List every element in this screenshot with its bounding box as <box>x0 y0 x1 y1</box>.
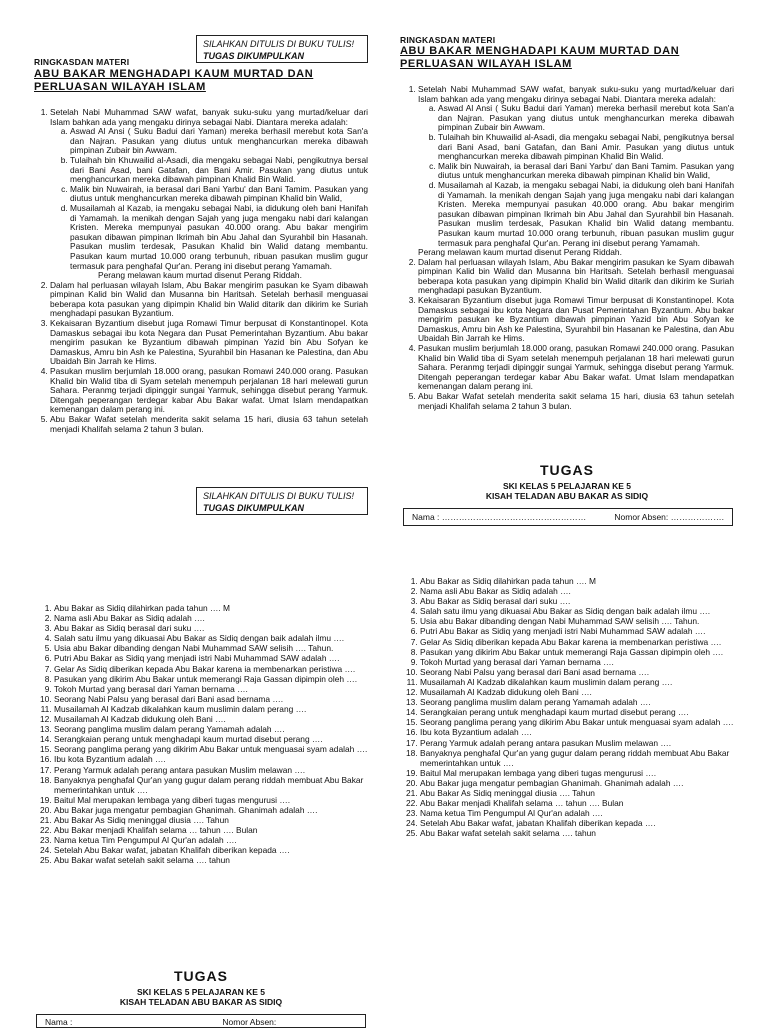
question-item: 10. Seorang Nabi Palsu yang berasal dari Bani asad bernama …. <box>54 694 370 704</box>
question-item: 23. Nama ketua Tim Pengumpul Al Qur'an adalah …. <box>420 808 736 818</box>
question-item: 25. Abu Bakar wafat setelah sakit selama …. tahun <box>420 828 736 838</box>
question-item: 16. Ibu kota Byzantium adalah …. <box>54 754 370 764</box>
question-item: 10. Seorang Nabi Palsu yang berasal dari Bani asad bernama …. <box>420 667 736 677</box>
question-item: 8. Pasukan yang dikirim Abu Bakar untuk memerangi Raja Gassan dipimpin oleh …. <box>54 674 370 684</box>
question-item: 3. Abu Bakar as Sidiq berasal dari suku …. <box>54 623 370 633</box>
name-field[interactable]: Nama : <box>45 1017 73 1027</box>
question-item: 16. Ibu kota Byzantium adalah …. <box>420 727 736 737</box>
material-item: 2. Dalam hal perluasan wilayah Islam, Abu Bakar mengirim pasukan ke Syam dibawah pimpinan Kalid bin Walid dan Musanna bin Haritsah. Setelah berhasil menguasai beberapa kota pasukan yang dipimpin Khalid bin Walid ditarik dan dikirim ke Suriah menghadapi pasukan Byzantium. <box>418 258 734 296</box>
absen-field[interactable]: Nomor Absen: ………………. <box>614 512 724 522</box>
material-p1-note: Perang melawan kaum murtad disenut Perang Riddah. <box>418 247 622 258</box>
material-title-line2: PERLUASAN WILAYAH ISLAM <box>400 58 572 70</box>
question-item: 24. Setelah Abu Bakar wafat, jabatan Khalifah diberikan kepada …. <box>54 845 370 855</box>
question-item: 18. Banyaknya penghafal Qur'an yang gugur dalam perang riddah membuat Abu Bakar memerintahkan untuk …. <box>54 775 370 795</box>
tugas-heading: TUGAS <box>174 968 228 984</box>
material-title-line1: ABU BAKAR MENGHADAPI KAUM MURTAD DAN <box>34 68 314 80</box>
name-absen-box <box>403 508 733 526</box>
material-item: 4. Pasukan muslim berjumlah 18.000 orang, pasukan Romawi 240.000 orang. Pasukan Khalid bin Walid tiba di Syam setelah menempuh perjalanan 18 hari melewati gurun Sahara. Peranmg terjadi dipinggir sungai Yarmuk, sehingga disebut perang Yarmuk. Ditengah peperangan terdegar kabar Abu Bakar wafat. Umat Islam mendapatkan kemenangan dalam perang ini. <box>418 344 734 392</box>
material-subitem: a. Aswad Al Ansi ( Suku Badui dari Yaman) mereka berhasil merebut kota San'a dan Najran. Pasukan yang diutus untuk menghancurkan mereka dibawah pimpinan Zubair bin Awwam. <box>70 127 368 156</box>
material-title-line2: PERLUASAN WILAYAH ISLAM <box>34 81 206 93</box>
question-item: 7. Gelar As Sidiq diberikan kepada Abu Bakar karena ia membenarkan peristiwa …. <box>54 664 370 674</box>
question-item: 9. Tokoh Murtad yang berasal dari Yaman bernama …. <box>54 684 370 694</box>
material-item: 2. Dalam hal perluasan wilayah Islam, Abu Bakar mengirim pasukan ke Syam dibawah pimpinan Kalid bin Walid dan Musanna bin Haritsah. Setelah berhasil menguasai beberapa kota pasukan yang dipimpin Khalid bin Walid ditarik dan dikirim ke Suriah menghadapi pasukan Byzantium. <box>50 281 368 319</box>
material-subitem: a. Aswad Al Ansi ( Suku Badui dari Yaman) mereka berhasil merebut kota San'a dan Najran. Pasukan yang diutus untuk menghancurkan mereka dibawah pimpinan Zubair bin Awwam. <box>438 104 734 133</box>
material-item: 5. Abu Bakar Wafat setelah menderita sakit selama 15 hari, diusia 63 tahun setelah menjadi Khalifah selama 2 tahun 3 bulan. <box>418 392 734 411</box>
question-item: 22. Abu Bakar menjadi Khalifah selama … tahun …. Bulan <box>420 798 736 808</box>
material-p1-intro: Setelah Nabi Muhammad SAW wafat, banyak suku-suku yang murtad/keluar dari Islam bahkan ada yang mengaku dirinya sebagai Nabi. Diantara mereka adalah: <box>50 107 368 127</box>
material-item: 4. Pasukan muslim berjumlah 18.000 orang, pasukan Romawi 240.000 orang. Pasukan Khalid bin Walid tiba di Syam setelah menempuh perjalanan 18 hari melewati gurun Sahara. Peranmg terjadi dipinggir sungai Yarmuk, sehingga disebut perang Yarmuk. Ditengah peperangan terdegar kabar Abu Bakar wafat. Umat Islam mendapatkan kemenangan dalam perang ini. <box>50 367 368 415</box>
instruction-box <box>196 35 368 63</box>
tugas-sub2: KISAH TELADAN ABU BAKAR AS SIDIQ <box>485 491 649 501</box>
material-item: 5. Abu Bakar Wafat setelah menderita sakit selama 15 hari, diusia 63 tahun setelah menjadi Khalifah selama 2 tahun 3 bulan. <box>50 415 368 434</box>
question-item: 14. Serangkaian perang untuk menghadapi kaum murtad disebut perang …. <box>420 707 736 717</box>
question-item: 6. Putri Abu Bakar as Sidiq yang menjadi istri Nabi Muhammad SAW adalah …. <box>54 653 370 663</box>
tugas-heading: TUGAS <box>540 462 594 478</box>
questions-list <box>34 603 370 865</box>
instruction-box <box>196 487 368 515</box>
questions-list <box>400 576 736 838</box>
material-subitem: d. Musailamah al Kazab, ia mengaku sebagai Nabi, ia didukung oleh bani Hanifah di Yamamah. Ia menikah dengan Sajah yang juga mengaku nabi dari kalangan Kristen. Mereka mempunyai pasukan 40.000 orang. Abu bakar mengirim pasukan dibawan pimpinan Ikrimah bin Abu Jahal dan Syurahbil bin Hasanah. Pasukan muslim terdesak, Pasukan Khalid bin Walid datang membantu. Pasukan kaum murtad 10.000 orang terbunuh, ribuan pasukan muslim gugur termasuk para penghafal Qur'an. Perang ini disebut perang Yamamah. <box>438 181 734 248</box>
material-subitem: c. Malik bin Nuwairah, ia berasal dari Bani Yarbu' dan Bani Tamim. Pasukan yang diutus untuk menghancurkan mereka dibawah pimpinan Khalid bin Walid, <box>438 162 734 181</box>
question-item: 13. Seorang panglima muslim dalam perang Yamamah adalah …. <box>420 697 736 707</box>
question-item: 6. Putri Abu Bakar as Sidiq yang menjadi istri Nabi Muhammad SAW adalah …. <box>420 626 736 636</box>
instruction-line2: TUGAS DIKUMPULKAN <box>203 503 304 513</box>
question-item: 1. Abu Bakar as Sidiq dilahirkan pada tahun …. M <box>54 603 370 613</box>
material-item: 3. Kekaisaran Byzantium disebut juga Romawi Timur berpusat di Konstantinopel. Kota Damaskus sebagai ibu kota Negara dan Pusat Pemerintahan Byzantium. Abu bakar mengirim pasukan ke Byzantium dibawah pimpinan Yazid bin Abu Sofyan ke Damaskus, Amru bin Ash ke Palestina, Syurahbil bin Hasanan ke Palestina, dan Abu Ubaidah Bin Jarrah ke Hims. <box>50 319 368 367</box>
tugas-header <box>34 968 368 1007</box>
question-item: 17. Perang Yarmuk adalah perang antara pasukan Muslim melawan …. <box>54 765 370 775</box>
question-item: 13. Seorang panglima muslim dalam perang Yamamah adalah …. <box>54 724 370 734</box>
question-item: 21. Abu Bakar As Sidiq meninggal diusia …. Tahun <box>54 815 370 825</box>
material-title <box>400 45 679 71</box>
absen-field[interactable]: Nomor Absen: <box>222 1017 277 1027</box>
material-subitem: c. Malik bin Nuwairah, ia berasal dari Bani Yarbu' dan Bani Tamim. Pasukan yang diutus untuk menghancurkan mereka dibawah pimpinan Khalid bin Walid, <box>70 185 368 204</box>
instruction-line1: SILAHKAN DITULIS DI BUKU TULIS! <box>203 39 355 49</box>
tugas-header <box>400 462 734 501</box>
instruction-line2: TUGAS DIKUMPULKAN <box>203 51 304 61</box>
question-item: 18. Banyaknya penghafal Qur'an yang gugur dalam perang riddah membuat Abu Bakar memerintahkan untuk …. <box>420 748 736 768</box>
question-item: 4. Salah satu ilmu yang dikuasai Abu Bakar as Sidiq dengan baik adalah ilmu …. <box>420 606 736 616</box>
question-item: 8. Pasukan yang dikirim Abu Bakar untuk memerangi Raja Gassan dipimpin oleh …. <box>420 647 736 657</box>
question-item: 17. Perang Yarmuk adalah perang antara pasukan Muslim melawan …. <box>420 738 736 748</box>
material-subitem: b. Tulaihah bin Khuwailid al-Asadi, dia mengaku sebagai Nabi, pengikutnya bersal dari Bani Asad, bani Gatafan, dan Bani Amir. Pasukan yang diutus untuk menghancurkan mereka dibawah pimpinan Khalid Bin Walid. <box>70 156 368 185</box>
question-item: 21. Abu Bakar As Sidiq meninggal diusia …. Tahun <box>420 788 736 798</box>
tugas-sub1: SKI KELAS 5 PELAJARAN KE 5 <box>137 987 265 997</box>
material-item <box>418 85 734 258</box>
question-item: 20. Abu Bakar juga mengatur pembagian Ghanimah. Ghanimah adalah …. <box>420 778 736 788</box>
question-item: 23. Nama ketua Tim Pengumpul Al Qur'an adalah …. <box>54 835 370 845</box>
question-item: 2. Nama asli Abu Bakar as Sidiq adalah …. <box>54 613 370 623</box>
question-item: 5. Usia abu Bakar dibanding dengan Nabi Muhammad SAW selisih …. Tahun. <box>54 643 370 653</box>
question-item: 12. Musailamah Al Kadzab didukung oleh Bani …. <box>420 687 736 697</box>
question-item: 15. Seorang panglima perang yang dikirim Abu Bakar untuk menguasai syam adalah …. <box>420 717 736 727</box>
question-item: 12. Musailamah Al Kadzab didukung oleh Bani …. <box>54 714 370 724</box>
question-item: 19. Baitul Mal merupakan lembaga yang diberi tugas mengurusi …. <box>54 795 370 805</box>
questions-ol <box>400 576 736 838</box>
question-item: 11. Musailamah Al Kadzab dikalahkan kaum muslimin dalam perang …. <box>420 677 736 687</box>
question-item: 7. Gelar As Sidiq diberikan kepada Abu Bakar karena ia membenarkan peristiwa …. <box>420 637 736 647</box>
question-item: 5. Usia abu Bakar dibanding dengan Nabi Muhammad SAW selisih …. Tahun. <box>420 616 736 626</box>
instruction-line1: SILAHKAN DITULIS DI BUKU TULIS! <box>203 491 355 501</box>
question-item: 4. Salah satu ilmu yang dikuasai Abu Bakar as Sidiq dengan baik adalah ilmu …. <box>54 633 370 643</box>
question-item: 22. Abu Bakar menjadi Khalifah selama … tahun …. Bulan <box>54 825 370 835</box>
material-subitem: d. Musailamah al Kazab, ia mengaku sebagai Nabi, ia didukung oleh bani Hanifah di Yamamah. Ia menikah dengan Sajah yang juga mengaku nabi dari kalangan Kristen. Mereka mempunyai pasukan 40.000 orang. Abu bakar mengirim pasukan dibawan pimpinan Ikrimah bin Abu Jahal dan Syurahbil bin Hasanah. Pasukan muslim terdesak, Pasukan Khalid bin Walid datang membantu. Pasukan kaum murtad 10.000 orang terbunuh, ribuan pasukan muslim gugur termasuk para penghafal Qur'an. Perang ini disebut perang Yamamah. <box>70 204 368 271</box>
material-body <box>34 108 368 434</box>
name-absen-box <box>36 1014 366 1028</box>
question-item: 14. Serangkaian perang untuk menghadapi kaum murtad disebut perang …. <box>54 734 370 744</box>
question-item: 20. Abu Bakar juga mengatur pembagian Ghanimah. Ghanimah adalah …. <box>54 805 370 815</box>
question-item: 25. Abu Bakar wafat setelah sakit selama …. tahun <box>54 855 370 865</box>
material-label: RINGKASDAN MATERI <box>34 57 130 67</box>
material-item <box>50 108 368 281</box>
question-item: 3. Abu Bakar as Sidiq berasal dari suku …. <box>420 596 736 606</box>
questions-ol <box>34 603 370 865</box>
tugas-sub2: KISAH TELADAN ABU BAKAR AS SIDIQ <box>119 997 283 1007</box>
question-item: 9. Tokoh Murtad yang berasal dari Yaman bernama …. <box>420 657 736 667</box>
question-item: 1. Abu Bakar as Sidiq dilahirkan pada tahun …. M <box>420 576 736 586</box>
material-item: 3. Kekaisaran Byzantium disebut juga Romawi Timur berpusat di Konstantinopel. Kota Damaskus sebagai ibu kota Negara dan Pusat Pemerintahan Byzantium. Abu bakar mengirim pasukan ke Byzantium dibawah pimpinan Yazid bin Abu Sofyan ke Damaskus, Amru bin Ash ke Palestina, Syurahbil bin Hasanan ke Palestina, dan Abu Ubaidah Bin Jarrah ke Hims. <box>418 296 734 344</box>
question-item: 15. Seorang panglima perang yang dikirim Abu Bakar untuk menguasai syam adalah …. <box>54 744 370 754</box>
question-item: 24. Setelah Abu Bakar wafat, jabatan Khalifah diberikan kepada …. <box>420 818 736 828</box>
tugas-sub1: SKI KELAS 5 PELAJARAN KE 5 <box>503 481 631 491</box>
question-item: 19. Baitul Mal merupakan lembaga yang diberi tugas mengurusi …. <box>420 768 736 778</box>
material-p1-note: Perang melawan kaum murtad disenut Perang Riddah. <box>98 270 302 281</box>
material-p1-intro: Setelah Nabi Muhammad SAW wafat, banyak suku-suku yang murtad/keluar dari Islam bahkan ada yang mengaku dirinya sebagai Nabi. Diantara mereka adalah: <box>418 84 734 104</box>
material-title-line1: ABU BAKAR MENGHADAPI KAUM MURTAD DAN <box>400 45 680 57</box>
material-body <box>402 85 734 411</box>
material-label: RINGKASDAN MATERI <box>400 35 496 45</box>
material-title <box>34 68 313 94</box>
question-item: 2. Nama asli Abu Bakar as Sidiq adalah …. <box>420 586 736 596</box>
material-subitem: b. Tulaihah bin Khuwailid al-Asadi, dia mengaku sebagai Nabi, pengikutnya bersal dari Bani Asad, bani Gatafan, dan Bani Amir. Pasukan yang diutus untuk menghancurkan mereka dibawah pimpinan Khalid Bin Walid. <box>438 133 734 162</box>
question-item: 11. Musailamah Al Kadzab dikalahkan kaum muslimin dalam perang …. <box>54 704 370 714</box>
name-field[interactable]: Nama : …………………………………………… <box>412 512 587 522</box>
